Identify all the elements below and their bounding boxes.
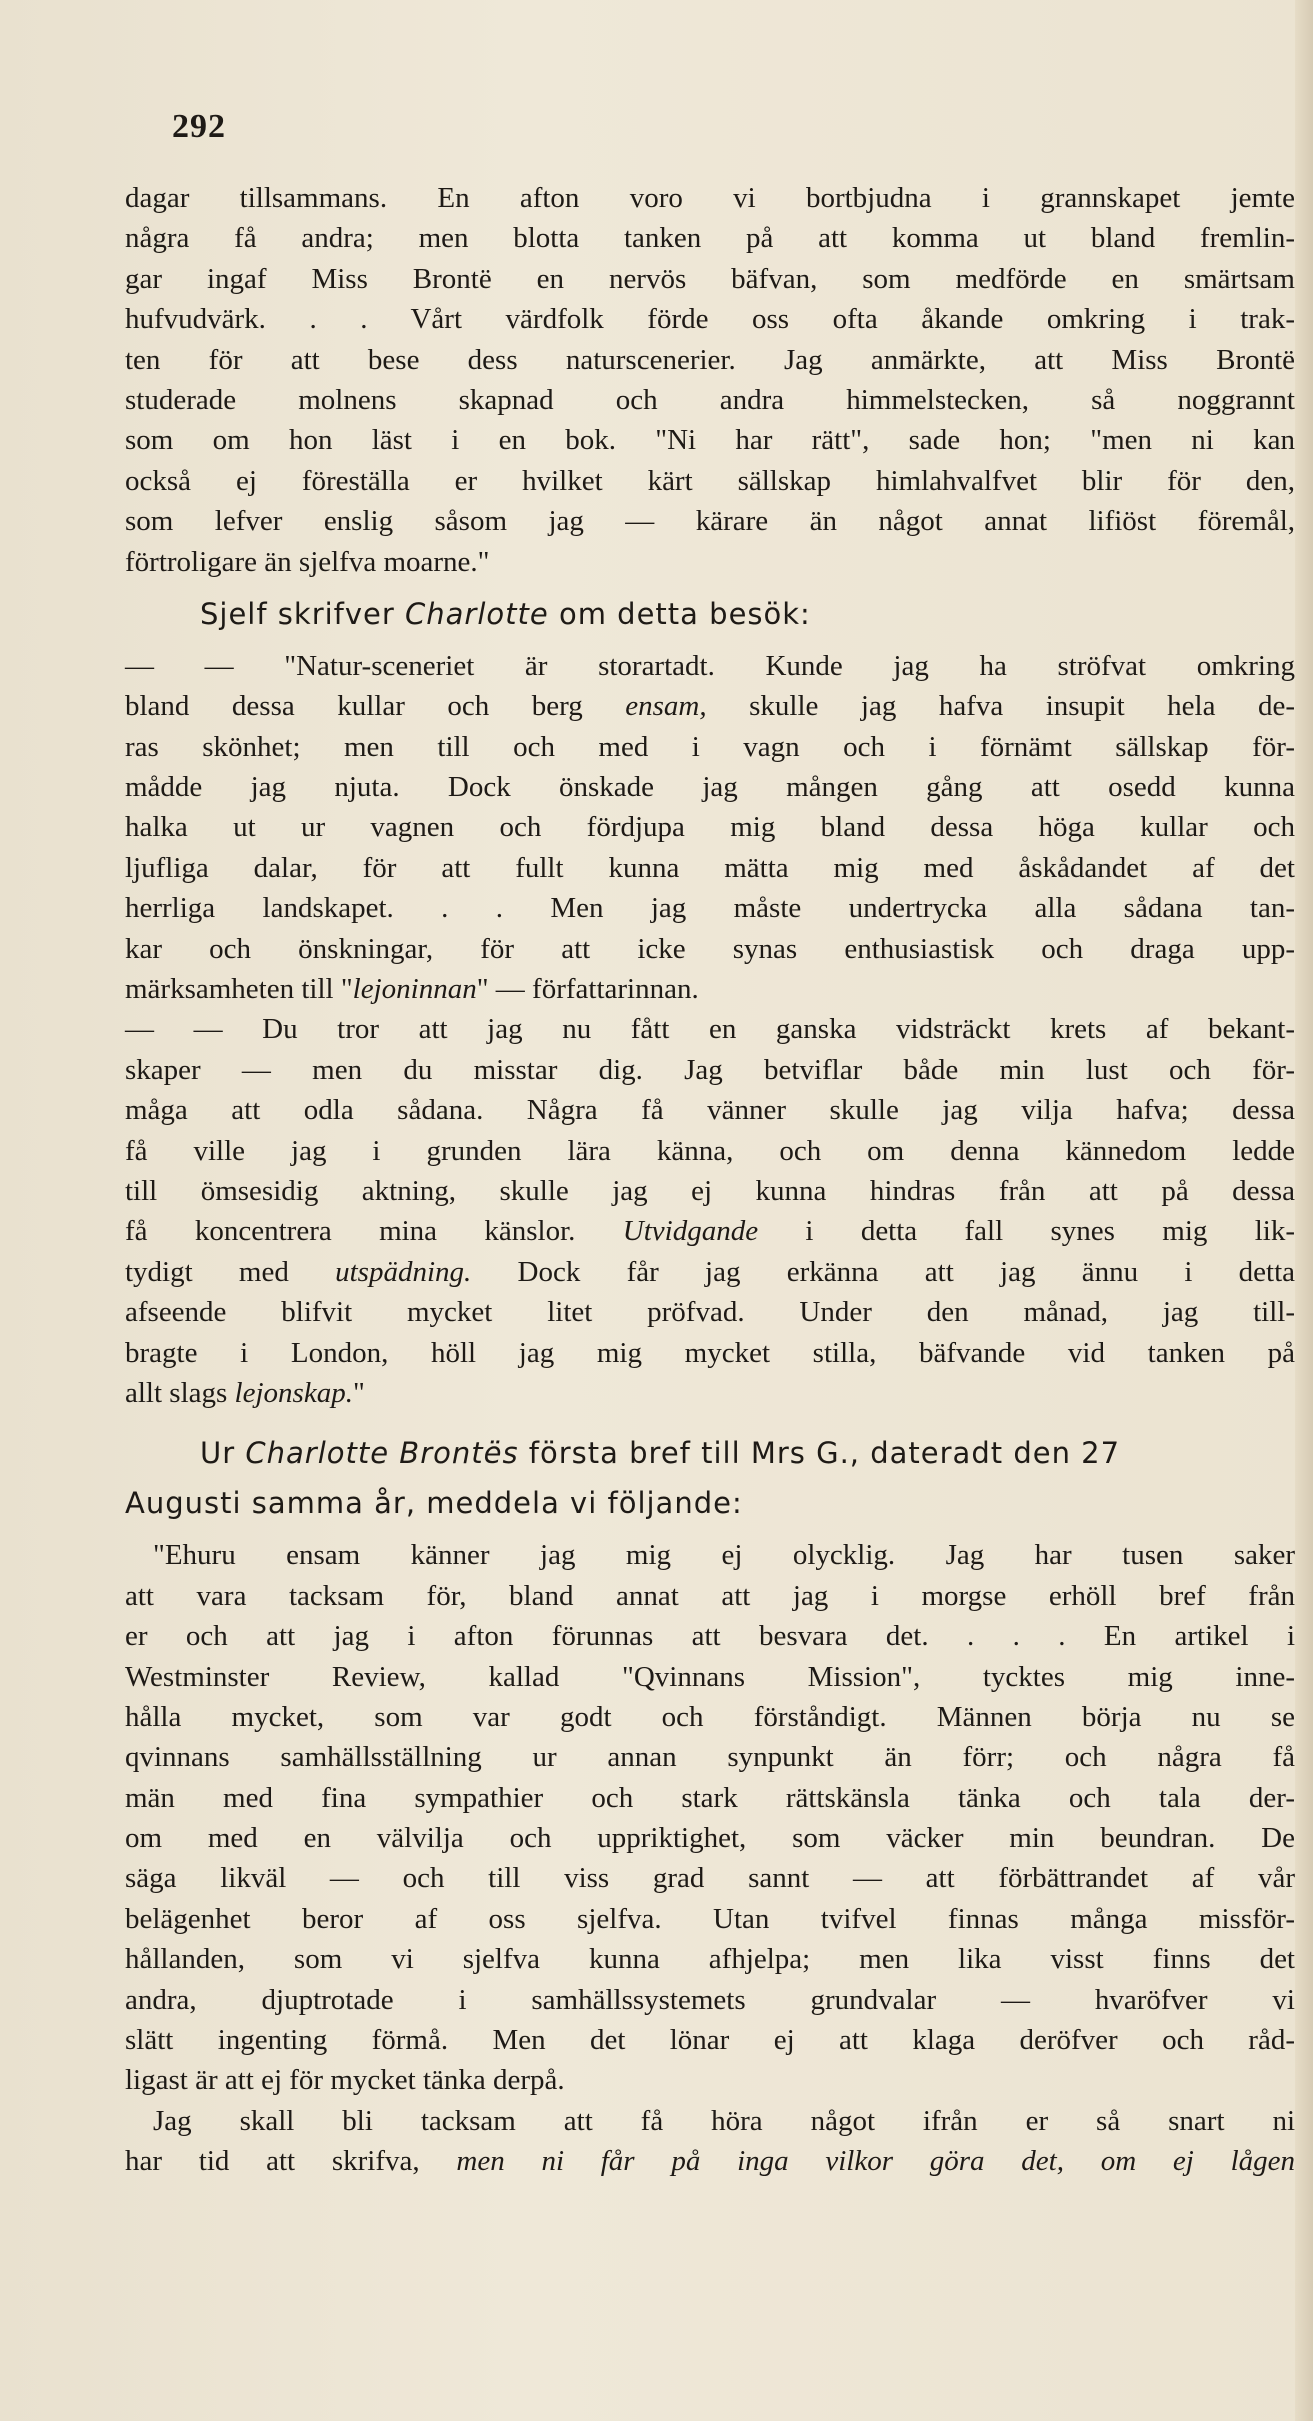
text-line: [125, 1211, 1295, 1251]
text-line: ljufliga dalar, för att fullt kunna mätta mig med åskådandet af det: [125, 851, 1295, 884]
text-line: [125, 1252, 1295, 1292]
name-charlotte-brontes: Charlotte Brontës: [245, 1436, 519, 1471]
text-segment: i detta fall synes mig lik-: [758, 1215, 1295, 1248]
text-line: män med fina sympathier och stark rättskänsla tänka och tala der-: [125, 1781, 1295, 1814]
text-line: halka ut ur vagnen och fördjupa mig bland dessa höga kullar och: [125, 811, 1295, 844]
text-line: studerade molnens skapnad och andra himmelstecken, så noggrannt: [125, 383, 1295, 416]
text-line: att vara tacksam för, bland annat att jag i morgse erhöll bref från: [125, 1579, 1295, 1612]
text-segment: allt slags: [125, 1376, 235, 1409]
text-line: [125, 686, 1295, 726]
name-charlotte: Charlotte: [405, 596, 549, 631]
text-segment: märksamheten till ": [125, 973, 353, 1006]
text-segment: tydigt med: [125, 1255, 336, 1288]
text-segment: skulle jag hafva insupit hela de-: [706, 690, 1296, 723]
text-line: också ej föreställa er hvilket kärt sällskap himlahvalfvet blir för den,: [125, 464, 1295, 497]
paragraph-5: [125, 2101, 1295, 2182]
italic-text: lejoninnan: [352, 973, 477, 1006]
text-segment: bland dessa kullar och berg: [125, 690, 626, 723]
text-line: som lefver enslig såsom jag — kärare än något annat lifiöst föremål,: [125, 505, 1295, 538]
text-line: måga att odla sådana. Några få vänner skulle jag vilja hafva; dessa: [125, 1094, 1295, 1127]
page-number: 292: [172, 108, 226, 145]
text-line: afseende blifvit mycket litet pröfvad. Under den månad, jag till-: [125, 1296, 1295, 1329]
paragraph-1: [125, 178, 1295, 582]
text-segment: Dock får jag erkänna att jag ännu i detta: [471, 1255, 1295, 1288]
text-line: — — Du tror att jag nu fått en ganska vidsträckt krets af bekant-: [125, 1013, 1295, 1046]
italic-text: ensam,: [625, 690, 707, 723]
text-line: förtroligare än sjelfva moarne.": [125, 545, 490, 578]
text-line: "Ehuru ensam känner jag mig ej olycklig. Jag har tusen saker: [153, 1539, 1295, 1572]
italic-text: Utvidgande: [622, 1215, 759, 1248]
italic-text: lejonskap.: [234, 1376, 353, 1409]
text-line: [125, 1373, 1295, 1413]
heading-letter-intro-line-2: Augusti samma år, meddela vi följande:: [125, 1486, 743, 1521]
italic-text: utspädning.: [335, 1255, 472, 1288]
text-segment: få koncentrera mina känslor.: [125, 1215, 623, 1248]
text-line: — — "Natur-sceneriet är storartadt. Kunde jag ha ströfvat omkring: [125, 649, 1295, 682]
text-line: som om hon läst i en bok. "Ni har rätt", sade hon; "men ni kan: [125, 424, 1295, 457]
paragraph-2: [125, 646, 1295, 1010]
text-line: herrliga landskapet. . . Men jag måste undertrycka alla sådana tan-: [125, 892, 1295, 925]
text-line: er och att jag i afton förunnas att besvara det. . . . En artikel i: [125, 1620, 1295, 1653]
text-line: [125, 2141, 1295, 2181]
text-line: ligast är att ej för mycket tänka derpå.: [125, 2064, 565, 2097]
text-line: hållanden, som vi sjelfva kunna afhjelpa; men lika visst finns det: [125, 1943, 1295, 1976]
text-line: hålla mycket, som var godt och förståndigt. Männen börja nu se: [125, 1700, 1295, 1733]
text-segment: " — författarinnan.: [476, 973, 699, 1006]
text-line: om med en välvilja och uppriktighet, som väcker min beundran. De: [125, 1822, 1295, 1855]
heading-letter-intro: Ur Charlotte Brontës första bref till Mrs G., dateradt den 27: [200, 1436, 1121, 1471]
text-line: ten för att bese dess naturscenerier. Jag anmärkte, att Miss Brontë: [125, 343, 1295, 376]
paragraph-3: [125, 1009, 1295, 1413]
text-line: andra, djuptrotade i samhällssystemets grundvalar — hvaröfver vi: [125, 1983, 1295, 2016]
text-line: Jag skall bli tacksam att få höra något ifrån er så snart ni: [153, 2104, 1295, 2137]
text-line: belägenhet beror af oss sjelfva. Utan tvifvel finnas många missför-: [125, 1902, 1295, 1935]
text-line: dagar tillsammans. En afton voro vi bortbjudna i grannskapet jemte: [125, 182, 1295, 214]
text-line: några få andra; men blotta tanken på att komma ut bland fremlin-: [125, 222, 1295, 255]
text-line: gar ingaf Miss Brontë en nervös bäfvan, som medförde en smärtsam: [125, 262, 1295, 295]
text-line: qvinnans samhällsställning ur annan synpunkt än förr; och några få: [125, 1741, 1295, 1774]
text-line: få ville jag i grunden lära känna, och om denna kännedom ledde: [125, 1134, 1295, 1167]
text-line: [125, 969, 1295, 1009]
page-text: [125, 178, 1295, 2182]
text-line: skaper — men du misstar dig. Jag betviflar både min lust och för-: [125, 1053, 1295, 1086]
text-line: Westminster Review, kallad "Qvinnans Mission", tycktes mig inne-: [125, 1660, 1295, 1693]
text-line: ras skönhet; men till och med i vagn och i förnämt sällskap för-: [125, 730, 1295, 763]
paragraph-4: [125, 1535, 1295, 2100]
page-edge: [1295, 0, 1313, 2421]
text-line: säga likväl — och till viss grad sannt — att förbättrandet af vår: [125, 1862, 1295, 1895]
text-segment: ": [352, 1376, 365, 1409]
text-line: kar och önskningar, för att icke synas enthusiastisk och draga upp-: [125, 932, 1295, 965]
text-line: mådde jag njuta. Dock önskade jag mången gång att osedd kunna: [125, 771, 1295, 804]
heading-charlotte-writes: Sjelf skrifver Charlotte om detta besök:: [200, 596, 811, 631]
text-segment: har tid att skrifva,: [125, 2145, 457, 2178]
text-line: bragte i London, höll jag mig mycket stilla, bäfvande vid tanken på: [125, 1336, 1295, 1369]
text-line: slätt ingenting förmå. Men det lönar ej att klaga deröfver och råd-: [125, 2024, 1295, 2057]
italic-text: men ni får på inga vilkor göra det, om ej lågen: [456, 2145, 1295, 2178]
text-line: till ömsesidig aktning, skulle jag ej kunna hindras från att på dessa: [125, 1174, 1295, 1207]
text-line: hufvudvärk. . . Vårt värdfolk förde oss ofta åkande omkring i trak-: [125, 303, 1295, 336]
